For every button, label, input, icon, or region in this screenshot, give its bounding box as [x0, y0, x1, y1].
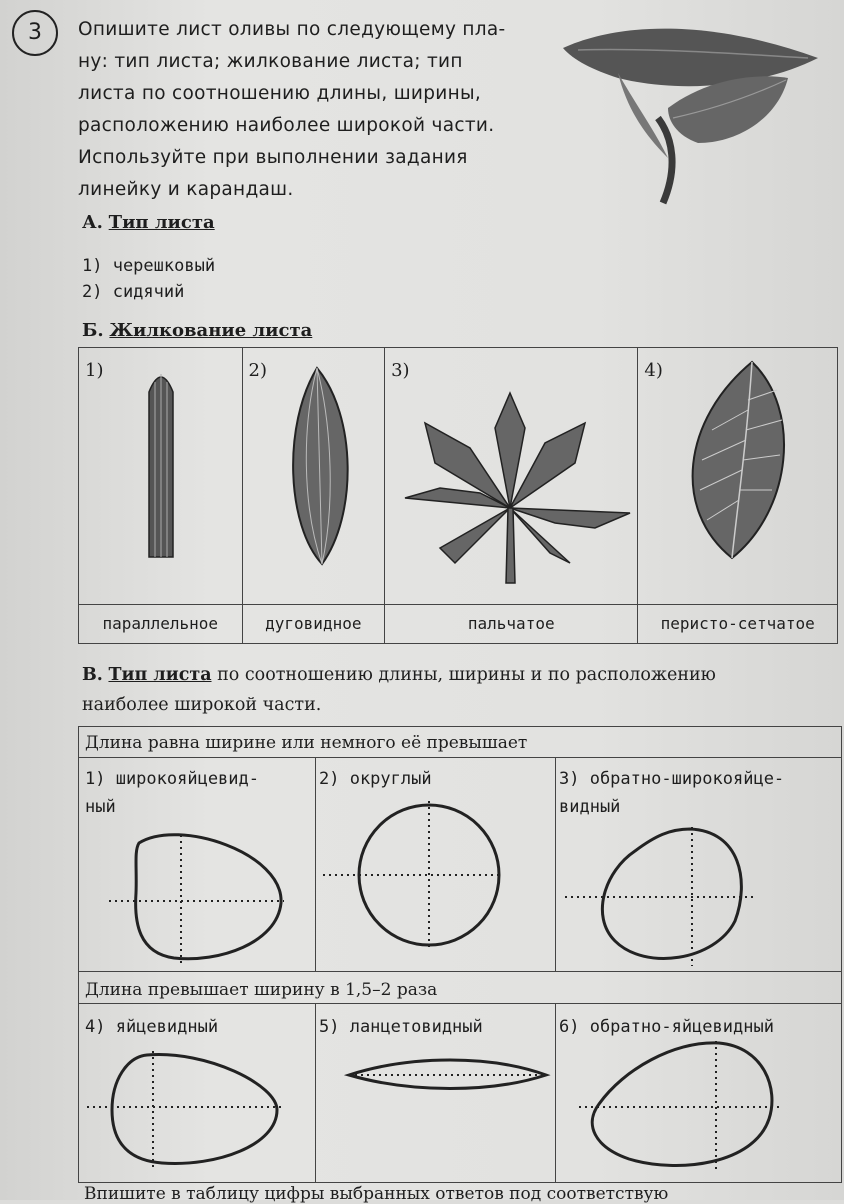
shape-label	[559, 765, 784, 821]
venation-cell	[638, 348, 838, 605]
pinnate-leaf-icon	[682, 360, 794, 560]
task-instructions	[78, 14, 548, 206]
cell-divider	[315, 757, 316, 971]
section-c-letter: В.	[82, 665, 103, 685]
shape-label-line: 6) обратно-яйцевидный	[559, 1017, 774, 1037]
section-c-text: по соотношению длины, ширины и по расположению	[217, 665, 716, 685]
shape-label-line: ный	[85, 797, 116, 817]
group2-header: Длина превышает ширину в 1,5–2 раза	[85, 980, 438, 1000]
shape-label	[319, 765, 432, 793]
divider	[79, 1003, 841, 1004]
shape-label-line: 3) обратно-широкояйце-	[559, 769, 785, 789]
cell-divider	[555, 757, 556, 971]
venation-number: 4)	[644, 360, 663, 381]
shape-label-line: 2) округлый	[319, 769, 432, 789]
arcuate-leaf-icon	[277, 366, 357, 566]
ovate-shape	[87, 1045, 287, 1175]
task-line: ну: тип листа; жилкование листа; тип	[78, 51, 463, 72]
task-line: линейку и карандаш.	[78, 179, 294, 200]
section-b-heading	[82, 320, 312, 341]
task-line: Опишите лист оливы по следующему пла-	[78, 19, 506, 40]
cell-divider	[555, 1003, 556, 1182]
broad-obovate-shape	[565, 821, 760, 971]
palmate-leaf-icon	[395, 388, 633, 588]
venation-number: 1)	[85, 360, 104, 381]
leaf-type-option: 1) черешковый	[82, 256, 216, 276]
shape-label	[85, 765, 259, 821]
divider	[79, 757, 841, 758]
leaf-type-option: 2) сидячий	[82, 282, 185, 302]
olive-branch-image	[558, 18, 828, 208]
section-a-letter: А.	[82, 212, 103, 233]
section-c-heading	[82, 660, 842, 720]
section-a-title: Тип листа	[108, 212, 215, 233]
shape-label-line: видный	[559, 797, 621, 817]
lanceolate-shape	[341, 1057, 551, 1097]
venation-label: перисто-сетчатое	[638, 605, 838, 644]
broad-ovate-shape	[109, 823, 289, 968]
task-number-badge: 3	[12, 10, 58, 56]
task-line: расположению наиболее широкой части.	[78, 115, 495, 136]
shape-label	[559, 1013, 774, 1041]
venation-number: 2)	[248, 360, 268, 381]
round-shape	[323, 801, 503, 951]
shape-label-line: 4) яйцевидный	[85, 1017, 219, 1037]
venation-cell	[79, 348, 243, 605]
venation-number: 3)	[391, 360, 410, 381]
cell-divider	[315, 1003, 316, 1182]
section-c-text-line2: наиболее широкой части.	[82, 695, 322, 715]
footer-instruction: Впишите в таблицу цифры выбранных ответов под соответствую	[84, 1184, 669, 1204]
divider	[79, 971, 841, 972]
task-line: Используйте при выполнении задания	[78, 147, 468, 168]
venation-cell	[242, 348, 385, 605]
section-a-heading	[82, 212, 215, 233]
section-b-letter: Б.	[82, 320, 104, 341]
obovate-shape	[579, 1039, 784, 1174]
venation-cell	[385, 348, 638, 605]
venation-label: параллельное	[79, 605, 243, 644]
task-line: листа по соотношению длины, ширины,	[78, 83, 482, 104]
shape-label-line: 1) широкояйцевид-	[85, 769, 259, 789]
venation-label: дуговидное	[242, 605, 385, 644]
leaf-shape-table	[78, 726, 842, 1183]
group1-header: Длина равна ширине или немного её превышает	[85, 733, 528, 753]
parallel-leaf-icon	[141, 362, 181, 562]
shape-label	[85, 1013, 218, 1041]
shape-label	[319, 1013, 483, 1041]
venation-table	[78, 347, 838, 644]
section-c-title: Тип листа	[108, 665, 212, 685]
venation-label: пальчатое	[385, 605, 638, 644]
shape-label-line: 5) ланцетовидный	[319, 1017, 483, 1037]
section-b-title: Жилкование листа	[109, 320, 313, 341]
